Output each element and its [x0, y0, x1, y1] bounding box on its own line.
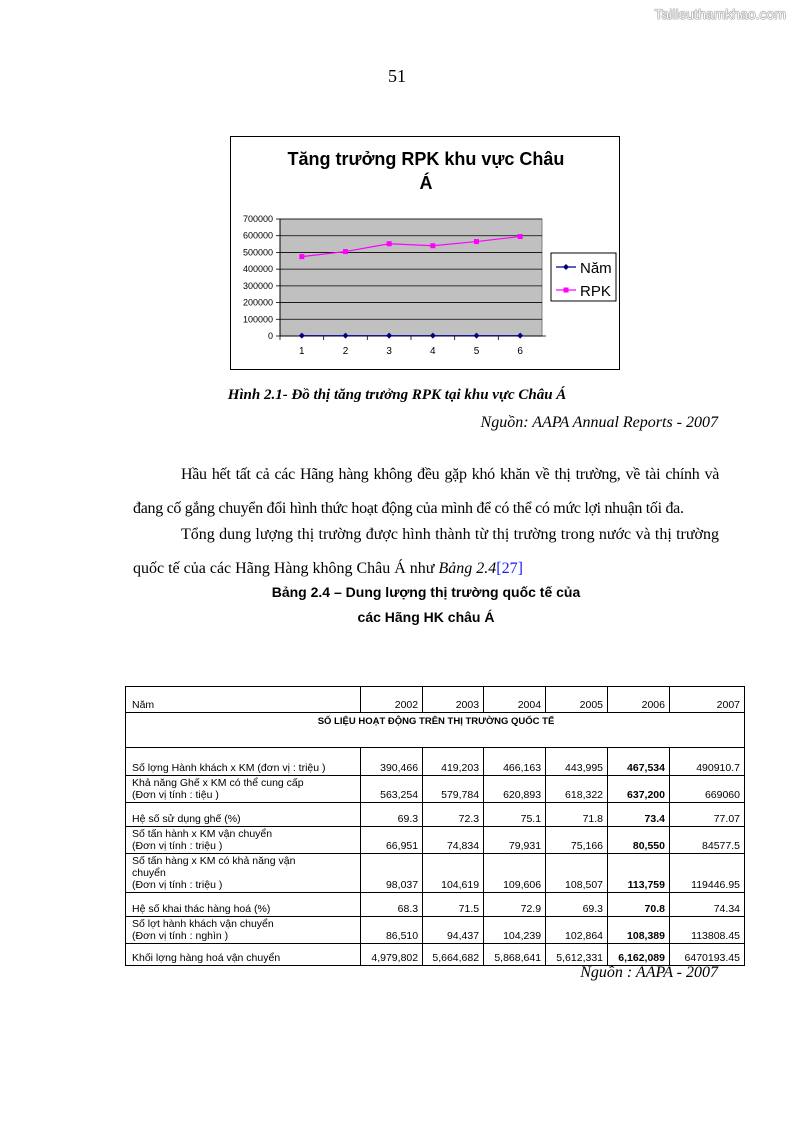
chart-title-line: Tăng trưởng RPK khu vực Châu [287, 149, 565, 169]
figure-caption: Hình 2.1- Đồ thị tăng trưởng RPK tại khu vực Châu Á [227, 387, 567, 403]
x-tick-label: 3 [386, 346, 392, 357]
y-tick-label: 200000 [242, 297, 273, 308]
cell-2007: 490910.7 [669, 748, 744, 776]
y-tick-label: 100000 [242, 314, 273, 325]
cell-2006: 70.8 [608, 893, 670, 917]
cell-2003: 71.5 [423, 893, 484, 917]
row-label-line: Số tấn hàng x KM có khả năng vận [132, 855, 296, 867]
citation-link[interactable]: [27] [496, 560, 523, 577]
cell-2006: 467,534 [608, 748, 670, 776]
table-source: Nguồn : AAPA - 2007 [580, 964, 718, 981]
row-label [126, 803, 361, 827]
cell-2003: 5,664,682 [423, 944, 484, 966]
y-tick-label: 500000 [242, 247, 273, 258]
cell-2002: 563,254 [361, 776, 423, 803]
row-label-line: chuyển [132, 867, 166, 879]
cell-2005: 618,322 [546, 776, 608, 803]
row-label-line: (Đơn vị tính : tiệu ) [132, 789, 219, 801]
cell-2005: 102,864 [546, 917, 608, 944]
cell-2006: 80,550 [608, 827, 670, 854]
row-label-line: Hệ số khai thác hàng hoá (%) [132, 903, 271, 915]
x-tick-label: 5 [473, 346, 480, 357]
cell-2007: 77.07 [669, 803, 744, 827]
row-label-line: Số tấn hành x KM vận chuyển [132, 828, 273, 840]
legend-label: Năm [580, 260, 612, 277]
row-label [126, 944, 361, 966]
row-label-line: Khối lợng hàng hoá vận chuyển [132, 952, 281, 964]
cell-2005: 69.3 [546, 893, 608, 917]
cell-2006: 637,200 [608, 776, 670, 803]
data-point [387, 241, 392, 246]
cell-2004: 104,239 [484, 917, 546, 944]
row-label [126, 827, 361, 854]
cell-2004: 75.1 [484, 803, 546, 827]
paragraph-1 [133, 458, 719, 526]
year-2002: 2002 [361, 687, 423, 713]
cell-2004: 5,868,641 [484, 944, 546, 966]
y-tick-label: 700000 [242, 214, 273, 224]
row-label [126, 917, 361, 944]
row-label-line: Hệ số sử dụng ghế (%) [132, 813, 241, 825]
table-row [126, 917, 745, 944]
data-point [299, 254, 304, 259]
table-row [126, 776, 745, 803]
cell-2006: 6,162,089 [608, 944, 670, 966]
paragraph-2 [133, 518, 719, 586]
table-title-line2: các Hãng HK châu Á [357, 609, 495, 625]
year-2006: 2006 [608, 687, 670, 713]
cell-2005: 71.8 [546, 803, 608, 827]
watermark: Tailieuthamkhao.com [654, 6, 786, 22]
cell-2003: 74,834 [423, 827, 484, 854]
section-row [126, 713, 745, 748]
table-row [126, 893, 745, 917]
cell-2007: 113808.45 [669, 917, 744, 944]
table-row [126, 854, 745, 893]
y-tick-label: 600000 [242, 230, 273, 241]
cell-2007: 74.34 [669, 893, 744, 917]
row-label-line: (Đơn vị tính : triệu ) [132, 879, 223, 891]
row-label-line: Khả năng Ghế x KM có thể cung cấp [132, 777, 304, 789]
cell-2003: 579,784 [423, 776, 484, 803]
cell-2007: 6470193.45 [669, 944, 744, 966]
legend-label: RPK [580, 283, 611, 300]
paragraph-2-text: Tổng dung lượng thị trường được hình thành từ thị trường trong nước và thị trường quốc tế của các Hãng Hàng không Châu Á như [133, 526, 719, 577]
x-tick-label: 2 [342, 346, 349, 357]
cell-2007: 669060 [669, 776, 744, 803]
x-tick-label: 4 [430, 346, 436, 357]
table-header-row [126, 687, 745, 713]
market-capacity-table [125, 686, 745, 966]
cell-2002: 98,037 [361, 854, 423, 893]
rpk-growth-chart [230, 136, 620, 370]
figure-source: Nguồn: AAPA Annual Reports - 2007 [480, 414, 718, 431]
cell-2002: 86,510 [361, 917, 423, 944]
cell-2002: 4,979,802 [361, 944, 423, 966]
row-label [126, 748, 361, 776]
row-label-line: (Đơn vị tính : triệu ) [132, 840, 223, 852]
table-row [126, 748, 745, 776]
cell-2004: 72.9 [484, 893, 546, 917]
section-title: SỐ LIỆU HOẠT ĐỘNG TRÊN THỊ TRƯỜNG QUỐC TẾ [126, 713, 745, 748]
page-number: 51 [388, 66, 406, 86]
year-2004: 2004 [484, 687, 546, 713]
cell-2006: 73.4 [608, 803, 670, 827]
paragraph-1-text: Hầu hết tất cả các Hãng hàng không đều gặp khó khăn về thị trường, về tài chính và đang cố gắng chuyển đổi hình thức hoạt động của mình để có thể có mức lợi nhuận tối đa. [133, 466, 719, 517]
chart-svg [231, 137, 619, 369]
chart-title-line: Á [419, 173, 433, 193]
year-2005: 2005 [546, 687, 608, 713]
cell-2002: 68.3 [361, 893, 423, 917]
x-tick-label: 1 [299, 346, 305, 357]
y-tick-label: 0 [267, 331, 273, 341]
cell-2005: 75,166 [546, 827, 608, 854]
row-label [126, 776, 361, 803]
plot-area [280, 219, 542, 336]
cell-2004: 620,893 [484, 776, 546, 803]
row-label-line: (Đơn vị tính : nghìn ) [132, 930, 229, 942]
table-row [126, 827, 745, 854]
cell-2002: 390,466 [361, 748, 423, 776]
cell-2004: 466,163 [484, 748, 546, 776]
cell-2007: 119446.95 [669, 854, 744, 893]
cell-2006: 113,759 [608, 854, 670, 893]
cell-2002: 66,951 [361, 827, 423, 854]
cell-2003: 72.3 [423, 803, 484, 827]
table-reference: Bảng 2.4 [438, 560, 497, 577]
header-label: Năm [126, 687, 361, 713]
table-title-line1: Bảng 2.4 – Dung lượng thị trường quốc tế của [271, 584, 581, 600]
y-tick-label: 400000 [242, 264, 273, 275]
cell-2005: 108,507 [546, 854, 608, 893]
x-tick-label: 6 [517, 346, 523, 357]
row-label-line: Số lợng Hành khách x KM (đơn vị : triệu ) [132, 762, 326, 774]
data-point [474, 239, 479, 244]
data-point [343, 249, 348, 254]
cell-2003: 419,203 [423, 748, 484, 776]
table-row [126, 944, 745, 966]
cell-2005: 443,995 [546, 748, 608, 776]
cell-2007: 84577.5 [669, 827, 744, 854]
year-2003: 2003 [423, 687, 484, 713]
table-row [126, 803, 745, 827]
legend-marker [564, 288, 569, 293]
cell-2002: 69.3 [361, 803, 423, 827]
row-label [126, 854, 361, 893]
cell-2004: 79,931 [484, 827, 546, 854]
cell-2006: 108,389 [608, 917, 670, 944]
data-point [518, 234, 523, 239]
cell-2003: 104,619 [423, 854, 484, 893]
y-tick-label: 300000 [242, 280, 273, 291]
cell-2005: 5,612,331 [546, 944, 608, 966]
cell-2003: 94,437 [423, 917, 484, 944]
row-label [126, 893, 361, 917]
year-2007: 2007 [669, 687, 744, 713]
cell-2004: 109,606 [484, 854, 546, 893]
data-point [430, 243, 435, 248]
row-label-line: Số lợt hành khách vận chuyển [132, 918, 274, 930]
